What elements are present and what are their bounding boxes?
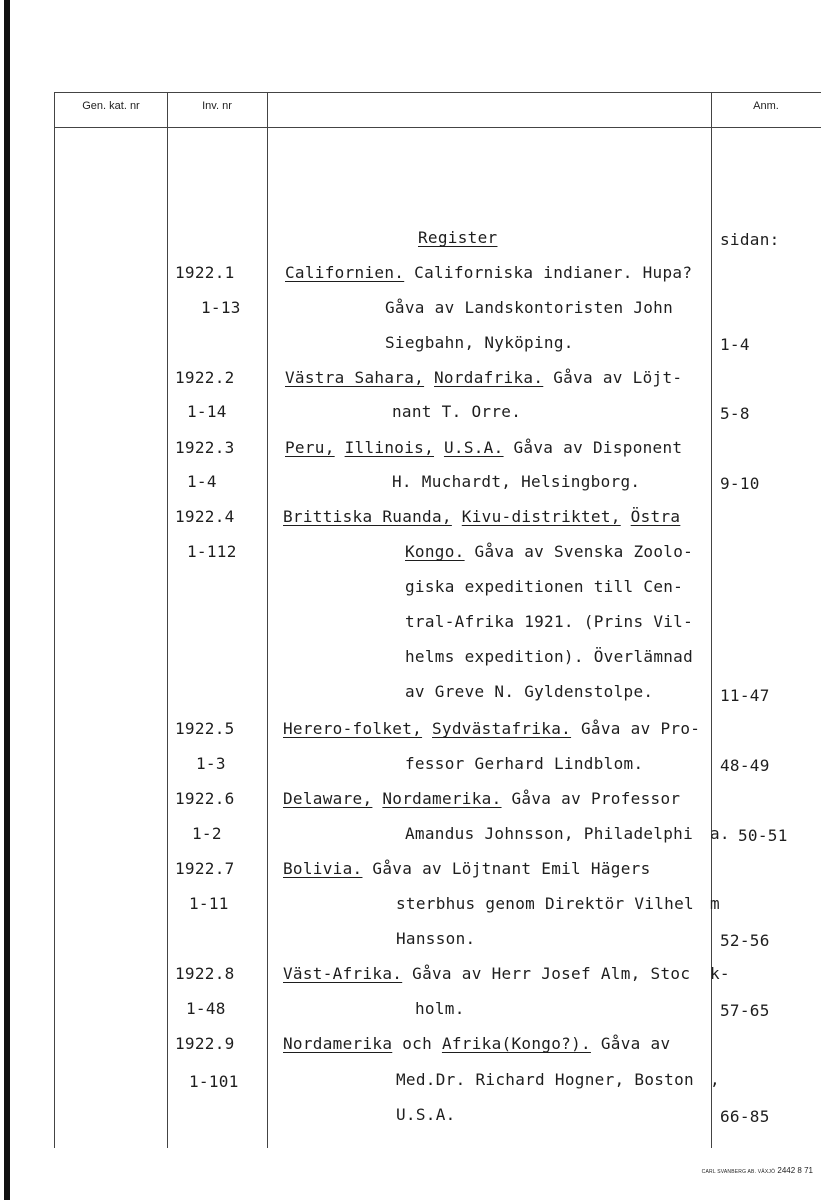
- place-heading: Väst-Afrika.: [283, 964, 403, 983]
- entry-year: 1922.5: [175, 719, 235, 738]
- entry-page: 48-49: [720, 756, 770, 775]
- entry-heading-line: [283, 789, 680, 809]
- entry-heading-line: [285, 438, 682, 458]
- entry-range: 1-101: [189, 1072, 239, 1091]
- place-heading: Bolivia.: [283, 859, 363, 878]
- entry-description: Gåva av Löjt-: [543, 368, 683, 387]
- entry-text-line: giska expeditionen till Cen-: [405, 577, 684, 596]
- entry-heading-line: [283, 507, 680, 527]
- entry-description: Gåva av Löjtnant Emil Hägers: [362, 859, 651, 878]
- place-heading: Afrika(Kongo?).: [441, 1034, 591, 1053]
- entry-year: 1922.1: [175, 263, 235, 282]
- entry-text-line: Hansson.: [396, 929, 476, 948]
- entry-description: Californiska indianer. Hupa?: [404, 263, 693, 282]
- entry-text-line: Med.Dr. Richard Hogner, Boston: [396, 1070, 694, 1089]
- column-header-inv: Inv. nr: [202, 100, 232, 112]
- entry-text-line: sterbhus genom Direktör Vilhel: [396, 894, 694, 913]
- entry-text-line: av Greve N. Gyldenstolpe.: [405, 682, 654, 701]
- column-header-anm: Anm.: [753, 100, 779, 112]
- entry-year: 1922.6: [175, 789, 235, 808]
- header-bottom-rule: [54, 127, 821, 128]
- place-heading: Kivu-distriktet,: [461, 507, 621, 526]
- entry-range: 1-2: [192, 824, 222, 843]
- entry-description: Gåva av: [590, 1034, 671, 1053]
- entry-heading-line: [285, 263, 692, 283]
- entry-text-overflow: m: [710, 894, 720, 913]
- place-heading: U.S.A.: [443, 438, 504, 457]
- entry-text-line: Gåva av Landskontoristen John: [385, 298, 674, 317]
- entry-range: 1-3: [196, 754, 226, 773]
- entry-text-line: [405, 542, 693, 562]
- entry-text-line: Siegbahn, Nyköping.: [385, 333, 574, 352]
- entry-range: 1-112: [187, 542, 237, 561]
- place-heading: Kongo.: [405, 542, 465, 561]
- entry-year: 1922.3: [175, 438, 235, 457]
- entry-text-line: H. Muchardt, Helsingborg.: [392, 472, 641, 491]
- printer-imprint: [702, 1166, 813, 1175]
- entry-text-line: nant T. Orre.: [392, 402, 522, 421]
- place-heading: Västra Sahara,: [285, 368, 425, 387]
- form-code: 2442 8 71: [777, 1166, 813, 1175]
- entry-description: och: [392, 1034, 442, 1053]
- place-heading: Nordamerika.: [382, 789, 502, 808]
- entry-text-line: holm.: [415, 999, 465, 1018]
- place-heading: Californien.: [285, 263, 405, 282]
- entry-page: 5-8: [720, 404, 750, 423]
- place-heading: Nordafrika.: [434, 368, 544, 387]
- entry-text-overflow: a.: [710, 824, 730, 843]
- entry-heading-line: [283, 964, 690, 984]
- printer-name: CARL SVANBERG AB. VÄXJÖ: [701, 1169, 776, 1175]
- register-title: Register: [418, 228, 498, 247]
- place-heading: Illinois,: [344, 438, 435, 457]
- entry-text-line: Amandus Johnsson, Philadelphi: [405, 824, 694, 843]
- entry-description: Gåva av Herr Josef Alm, Stoc: [402, 964, 691, 983]
- entry-text-line: fessor Gerhard Lindblom.: [405, 754, 644, 773]
- entry-heading-line: [285, 368, 682, 388]
- col-divider-gen: [167, 92, 168, 1148]
- place-heading: Delaware,: [283, 789, 373, 808]
- entry-range: 1-4: [187, 472, 217, 491]
- entry-description: Gåva av Pro-: [571, 719, 701, 738]
- binding-edge: [4, 0, 10, 1200]
- entry-heading-line: [283, 719, 700, 739]
- entry-page: 50-51: [738, 826, 788, 845]
- entry-description: Gåva av Disponent: [503, 438, 683, 457]
- sidan-label: sidan:: [720, 230, 780, 249]
- place-heading: Östra: [630, 507, 681, 526]
- entry-page: 52-56: [720, 931, 770, 950]
- entry-page: 66-85: [720, 1107, 770, 1126]
- entry-text-line: U.S.A.: [396, 1105, 456, 1124]
- place-heading: Brittiska Ruanda,: [283, 507, 452, 526]
- entry-year: 1922.2: [175, 368, 235, 387]
- entry-text-line: tral-Afrika 1921. (Prins Vil-: [405, 612, 694, 631]
- entry-year: 1922.7: [175, 859, 235, 878]
- left-border: [54, 92, 55, 1148]
- entry-range: 1-14: [187, 402, 227, 421]
- entry-page: 9-10: [720, 474, 760, 493]
- entry-page: 57-65: [720, 1001, 770, 1020]
- entry-page: 1-4: [720, 335, 750, 354]
- entry-heading-line: [283, 859, 651, 879]
- place-heading: Herero-folket,: [283, 719, 423, 738]
- col-divider-inv: [267, 92, 268, 1148]
- entry-year: 1922.4: [175, 507, 235, 526]
- place-heading: Nordamerika: [283, 1034, 393, 1053]
- column-header-gen-kat: Gen. kat. nr: [82, 100, 140, 112]
- entry-heading-line: [283, 1034, 670, 1054]
- entry-description: Gåva av Professor: [501, 789, 681, 808]
- col-divider-anm: [711, 92, 712, 1148]
- entry-year: 1922.9: [175, 1034, 235, 1053]
- header-top-rule: [54, 92, 821, 93]
- entry-range: 1-13: [201, 298, 241, 317]
- entry-year: 1922.8: [175, 964, 235, 983]
- entry-range: 1-48: [186, 999, 226, 1018]
- entry-range: 1-11: [189, 894, 229, 913]
- entry-description: Gåva av Svenska Zoolo-: [464, 542, 694, 561]
- entry-text-overflow: ,: [710, 1070, 720, 1089]
- place-heading: Sydvästafrika.: [432, 719, 572, 738]
- place-heading: Peru,: [285, 438, 335, 457]
- entry-page: 11-47: [720, 686, 770, 705]
- entry-text-overflow: k-: [710, 964, 730, 983]
- entry-text-line: helms expedition). Överlämnad: [405, 647, 694, 666]
